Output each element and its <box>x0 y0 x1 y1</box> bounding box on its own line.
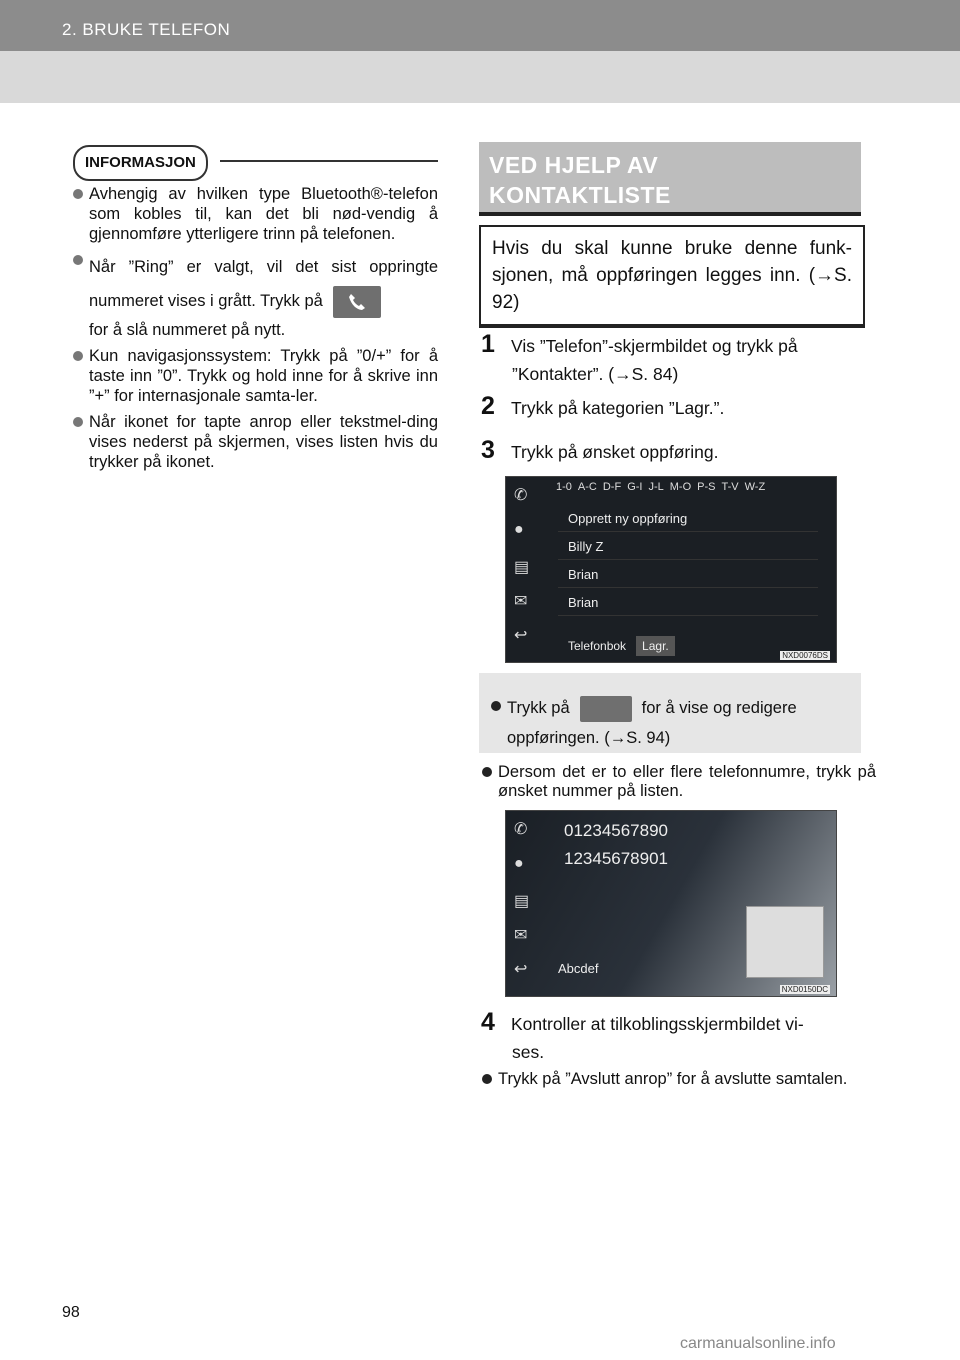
contact-list-screen <box>505 476 837 663</box>
info-bullet: Kun navigasjonssystem: Trykk på ”0/+” for å taste inn ”0”. Trykk og hold inne for å skrive inn ”+” for internasjonale samta-ler. <box>73 346 438 406</box>
section-label: 2. BRUKE TELEFON <box>62 20 231 39</box>
phone-icon <box>333 286 381 318</box>
step-3: 3 Trykk på ønsket oppføring. <box>481 436 719 464</box>
info-bullet: Når ikonet for tapte anrop eller tekstmel-ding vises nederst på skjermen, vises listen hvis du trykker på ikonet. <box>73 412 438 472</box>
info-list <box>73 184 438 478</box>
section-heading: VED HJELP AV KONTAKTLISTE <box>479 142 861 216</box>
end-call-bullet: Trykk på ”Avslutt anrop” for å avslutte samtalen. <box>482 1070 876 1089</box>
phone-number: 01234567890 <box>564 821 669 840</box>
edit-icon <box>580 696 632 722</box>
back-icon: ↩ <box>514 961 528 978</box>
message-icon: ✉ <box>514 927 528 944</box>
info-bullet: Når ”Ring” er valgt, vil det sist oppringte nummeret vises i grått. Trykk på for å slå nummeret på nytt. <box>73 250 438 340</box>
figure-code: NXD0150DC <box>781 985 828 994</box>
step-2: 2 Trykk på kategorien ”Lagr.”. <box>481 392 725 420</box>
bullet-dot-icon <box>73 351 83 361</box>
bullet-dot-icon <box>73 255 83 265</box>
contacts-icon: ● <box>514 521 524 538</box>
tip-box: Trykk på for å vise og redigere oppføringen. (→S. 94) <box>479 673 861 753</box>
contact-name: Abcdef <box>558 961 599 976</box>
letter-tabs: 1-0 A-C D-F G-I J-L M-O P-S T-V W-Z <box>556 481 766 493</box>
bullet-dot-icon <box>73 189 83 199</box>
step-1: 1 Vis ”Telefon”-skjermbildet og trykk på ”Kontakter”. (→S. 84) <box>481 330 798 384</box>
list-item: Billy Z <box>558 535 818 560</box>
numbers-bullet: Dersom det er to eller flere telefonnumre, trykk på ønsket nummer på listen. <box>482 763 876 801</box>
message-icon: ✉ <box>514 593 528 610</box>
list-item: Brian <box>558 563 818 588</box>
notice-box: Hvis du skal kunne bruke denne funk-sjonen, må oppføringen legges inn. (→S. 92) <box>479 225 865 328</box>
history-icon: ▤ <box>514 559 530 576</box>
bullet-dot-icon <box>482 1074 492 1084</box>
list-item: Brian <box>558 591 818 616</box>
info-rule <box>220 160 438 162</box>
page-number: 98 <box>62 1304 80 1321</box>
step-4: 4 Kontroller at tilkoblingsskjermbildet vi- ses. <box>481 1008 804 1062</box>
avatar <box>746 906 824 978</box>
info-bullet: Avhengig av hvilken type Bluetooth®-telefon som kobles til, kan det bli nød-vendig å gjennomføre ytterligere trinn på telefonen. <box>73 184 438 244</box>
number-select-screen <box>505 810 837 997</box>
back-icon: ↩ <box>514 627 528 644</box>
history-icon: ▤ <box>514 893 530 910</box>
figure-code: NXD0076DS <box>782 651 828 660</box>
phone-icon: ✆ <box>514 487 528 504</box>
contacts-icon: ● <box>514 855 524 872</box>
bullet-dot-icon <box>491 701 501 711</box>
bullet-dot-icon <box>482 767 492 777</box>
bullet-dot-icon <box>73 417 83 427</box>
watermark: carmanualsonline.info <box>680 1335 836 1352</box>
screen-tabs: Telefonbok Lagr. <box>562 636 679 656</box>
info-tag: INFORMASJON <box>73 145 208 181</box>
phone-icon: ✆ <box>514 821 528 838</box>
list-item: Opprett ny oppføring <box>558 507 818 532</box>
phone-number: 12345678901 <box>564 849 669 868</box>
